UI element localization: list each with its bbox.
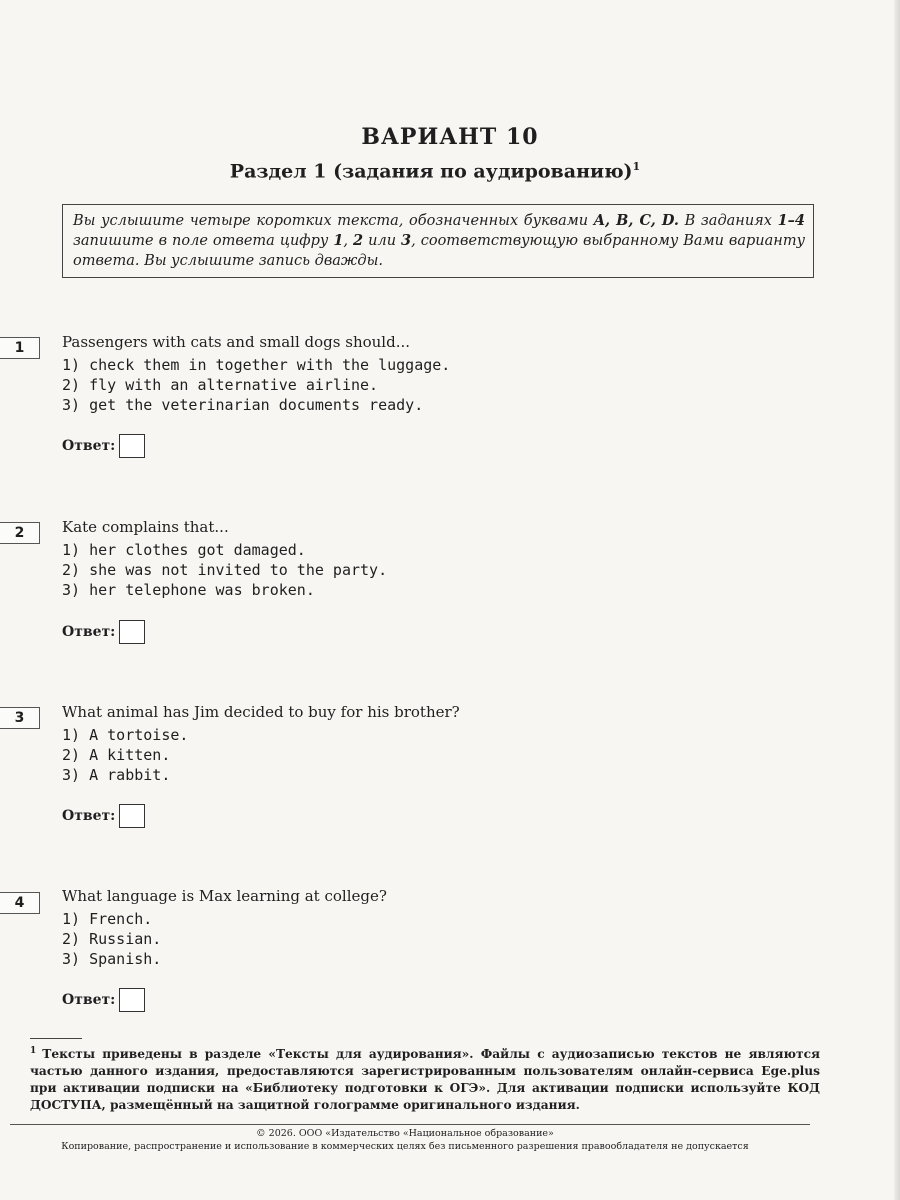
option-2: 2) Russian.	[62, 930, 162, 948]
answer-label: Ответ:	[62, 624, 116, 640]
options-list	[62, 725, 822, 785]
question-1	[62, 332, 822, 415]
question-number-2: 2	[0, 522, 40, 544]
footnote-marker: 1	[30, 1046, 37, 1056]
copyright: © 2026. ООО «Издательство «Национальное образование»	[256, 1128, 554, 1139]
question-number-4: 4	[0, 892, 40, 914]
instructions-range: 1–4	[777, 212, 806, 229]
section-title	[0, 160, 870, 182]
answer-row-4	[62, 988, 145, 1012]
instructions-digit-1: 1	[333, 232, 344, 249]
instructions-part4: , соответствующую выбранному Вами варианту ответа. Вы услышите запись дважды.	[73, 233, 805, 269]
instructions-part3: запишите в поле ответа цифру	[73, 233, 334, 249]
question-number-3: 3	[0, 707, 40, 729]
option-3: 3) get the veterinarian documents ready.	[62, 396, 424, 414]
option-1: 1) her clothes got damaged.	[62, 541, 306, 559]
answer-label: Ответ:	[62, 438, 116, 454]
question-3	[62, 702, 822, 785]
answer-label: Ответ:	[62, 808, 116, 824]
answer-row-2	[62, 620, 145, 644]
instructions-sep2: или	[363, 233, 402, 249]
option-2: 2) she was not invited to the party.	[62, 561, 388, 579]
footnote-ref: 1	[632, 160, 641, 173]
answer-box-2[interactable]	[119, 620, 145, 644]
question-4	[62, 886, 822, 969]
instructions-sep1: ,	[343, 233, 354, 249]
options-list	[62, 540, 822, 600]
legal-notice: Копирование, распространение и использование в коммерческих целях без письменного разрешения правообладателя не допускается	[61, 1141, 749, 1152]
question-text: Passengers with cats and small dogs should...	[62, 333, 410, 351]
answer-box-1[interactable]	[119, 434, 145, 458]
instructions-part2: В заданиях	[678, 213, 778, 229]
page-title: ВАРИАНТ 10	[361, 124, 539, 150]
option-1: 1) check them in together with the luggage.	[62, 356, 451, 374]
option-1: 1) French.	[62, 910, 153, 928]
option-3: 3) Spanish.	[62, 950, 162, 968]
instructions-part1: Вы услышите четыре коротких текста, обозначенных буквами	[73, 213, 594, 229]
instructions-letters: A, B, C, D.	[593, 212, 679, 229]
question-text: What animal has Jim decided to buy for his brother?	[62, 703, 460, 721]
options-list	[62, 355, 822, 415]
answer-row-3	[62, 804, 145, 828]
answer-box-3[interactable]	[119, 804, 145, 828]
footnote-text: Тексты приведены в разделе «Тексты для аудирования». Файлы с аудиозаписью текстов не являются частью данного издания, предоставляются зарегистрированным пользователям онлайн-сервиса Ege.plus при активации подписки на «Библиотеку подготовки к ОГЭ». Для активации подписки используйте КОД ДОСТУПА, размещённый на защитной голограмме оригинального издания.	[30, 1047, 820, 1113]
footnote	[30, 1043, 820, 1114]
option-2: 2) fly with an alternative airline.	[62, 376, 379, 394]
instructions-box	[62, 204, 814, 278]
question-text: Kate complains that...	[62, 518, 229, 536]
instructions-digit-2: 2	[353, 232, 364, 249]
answer-label: Ответ:	[62, 992, 116, 1008]
option-3: 3) A rabbit.	[62, 766, 171, 784]
copyright-divider	[10, 1124, 810, 1125]
footnote-divider	[30, 1038, 82, 1039]
question-text: What language is Max learning at college?	[62, 887, 387, 905]
answer-row-1	[62, 434, 145, 458]
section-title-text: Раздел 1 (задания по аудированию)	[229, 160, 633, 183]
option-1: 1) A tortoise.	[62, 726, 189, 744]
option-2: 2) A kitten.	[62, 746, 171, 764]
options-list	[62, 909, 822, 969]
answer-box-4[interactable]	[119, 988, 145, 1012]
page-edge-shadow	[894, 0, 900, 1200]
instructions-digit-3: 3	[401, 232, 412, 249]
question-number-1: 1	[0, 337, 40, 359]
question-2	[62, 517, 822, 600]
option-3: 3) her telephone was broken.	[62, 581, 315, 599]
